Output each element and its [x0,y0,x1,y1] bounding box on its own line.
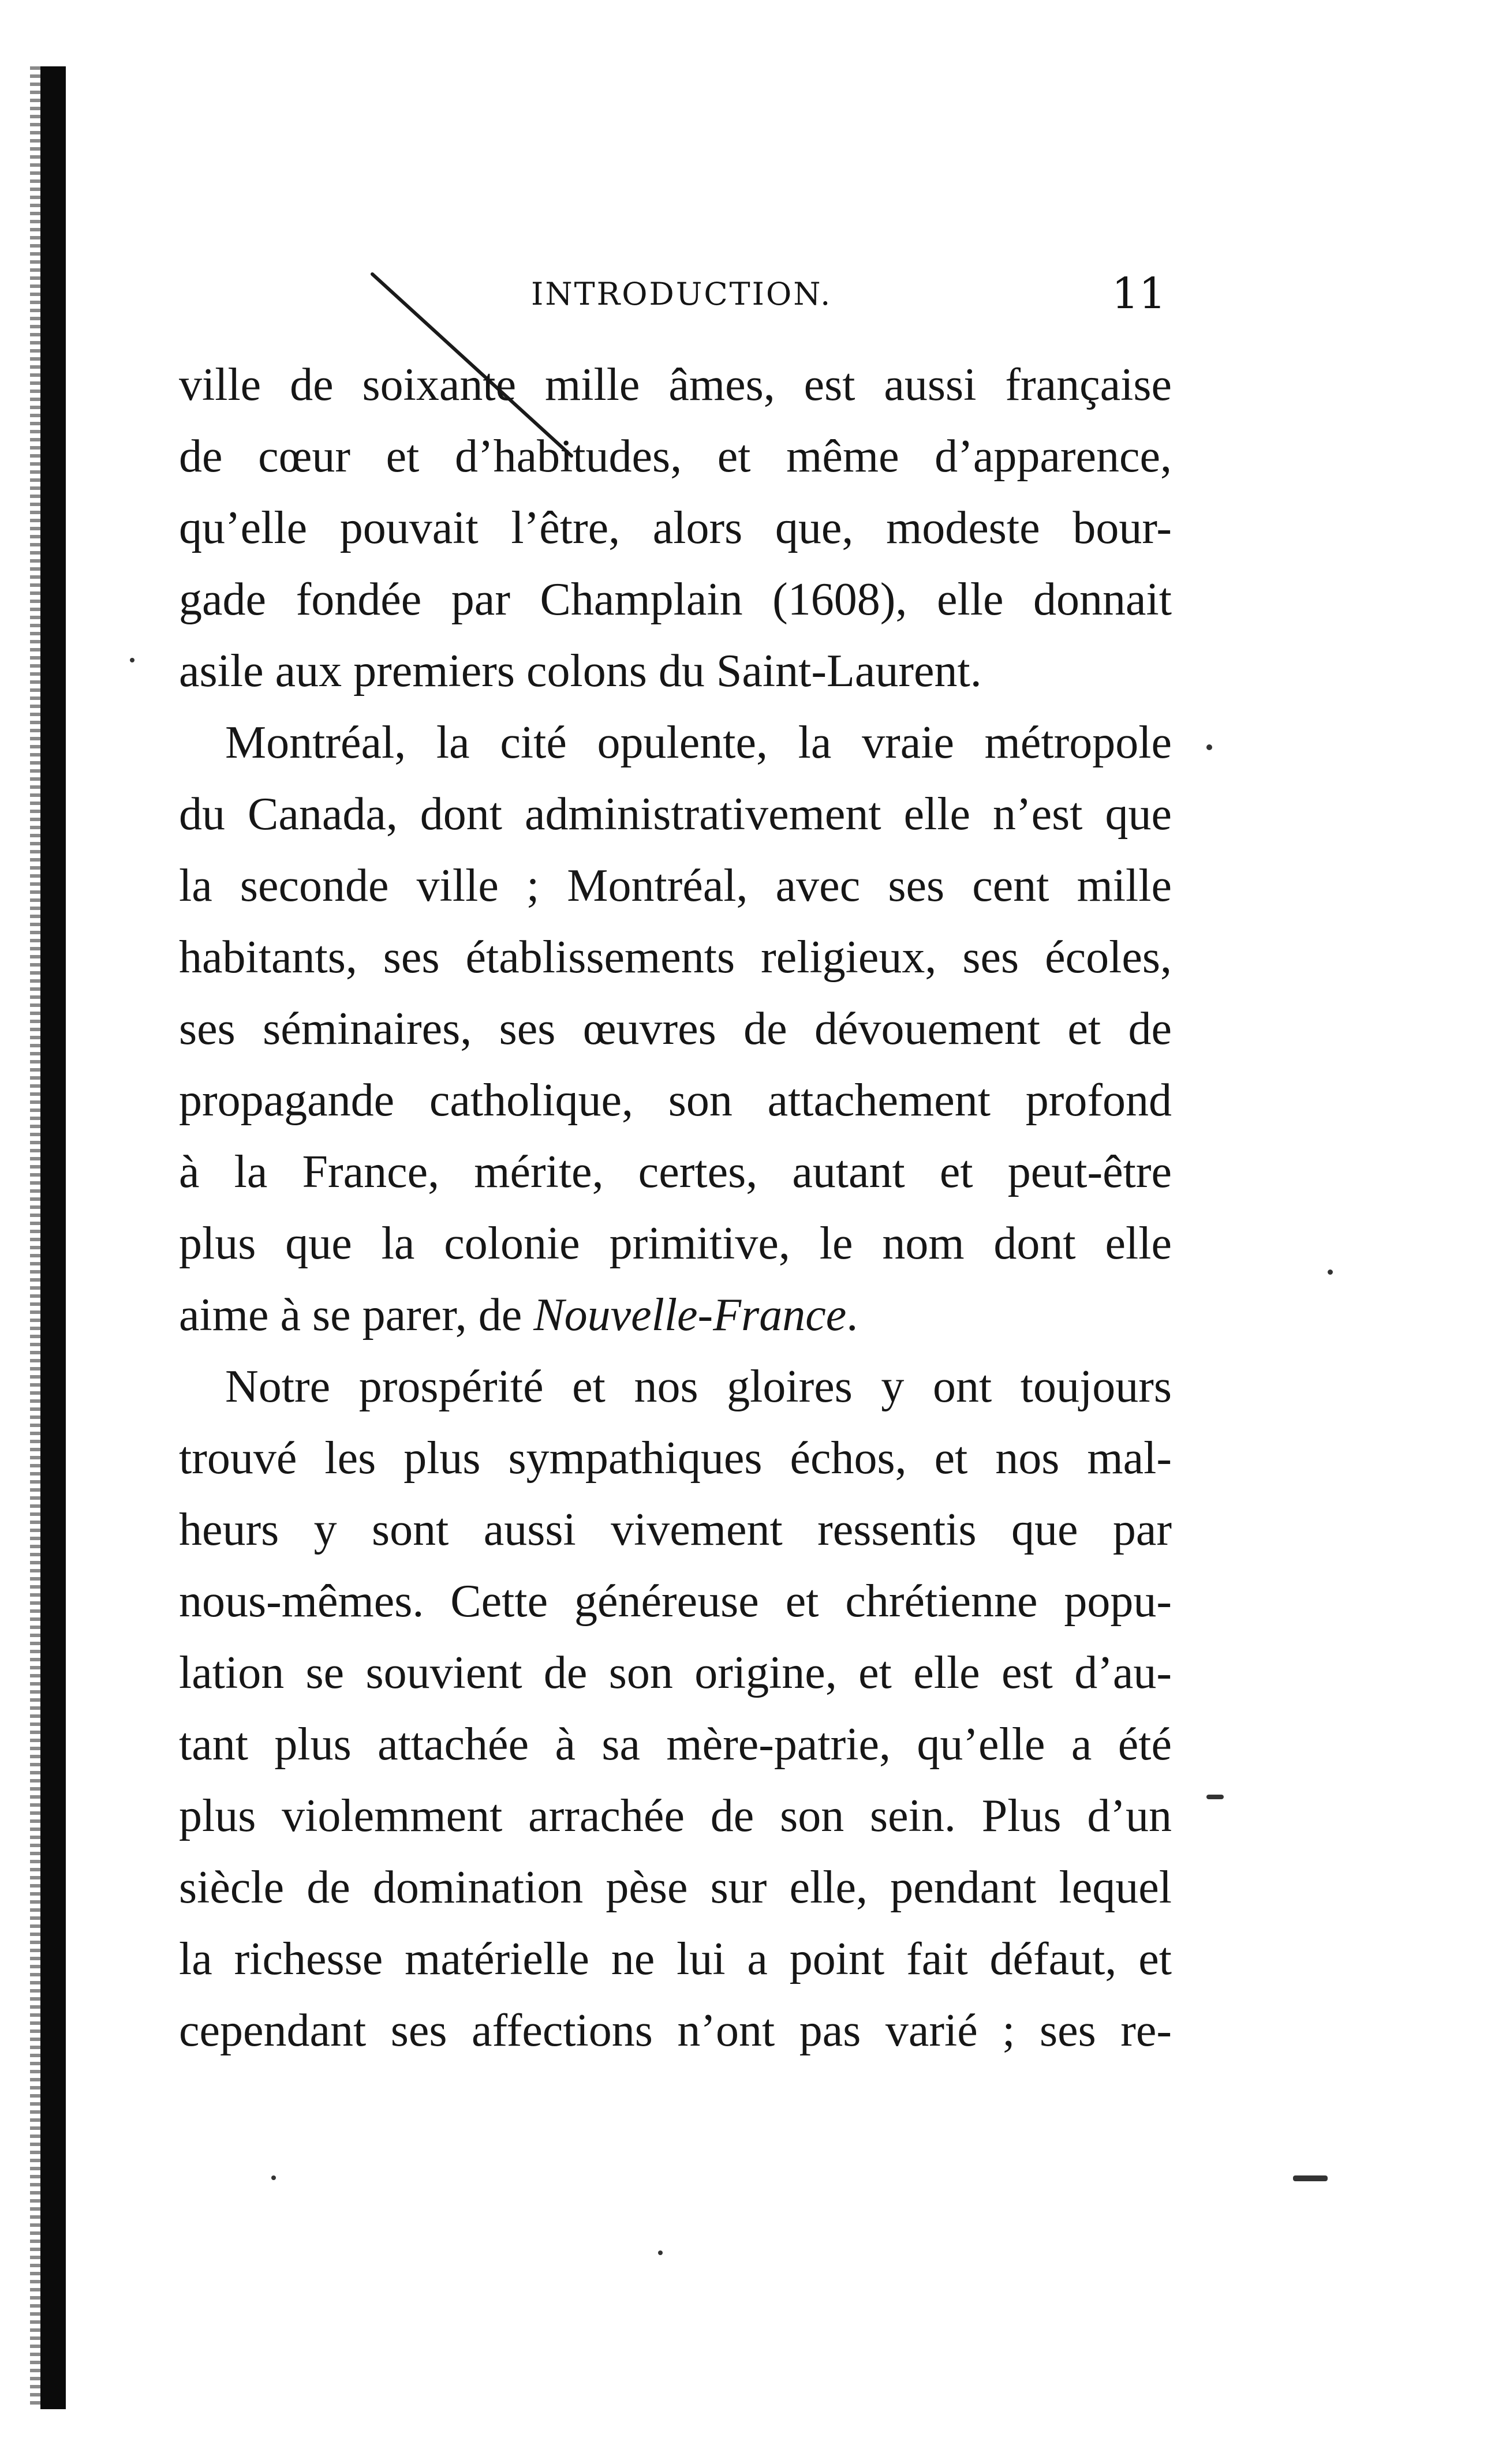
ink-speck [1206,1795,1224,1799]
text-line: lation se souvient de son origine, et elle est d’au- [179,1647,1172,1698]
text-line: la richesse matérielle ne lui a point fait défaut, et [179,1934,1172,1984]
paragraph-2 [179,707,1172,1351]
binding-shadow [30,66,42,2409]
text-line-segment: . [846,1290,858,1340]
paragraph-1 [179,349,1172,707]
text-line: qu’elle pouvait l’être, alors que, modeste bour- [179,503,1172,553]
page-number: 11 [1111,269,1166,319]
ink-speck [130,658,134,662]
running-head: INTRODUCTION. [531,276,832,312]
text-line [179,1279,1172,1351]
text-line-segment: aime à se parer, de [179,1290,534,1340]
text-line: la seconde ville ; Montréal, avec ses cent mille [179,860,1172,911]
text-line: habitants, ses établissements religieux, ses écoles, [179,932,1172,983]
text-line: Montréal, la cité opulente, la vraie métropole [225,717,1172,768]
text-line: à la France, mérite, certes, autant et peut-être [179,1147,1172,1197]
text-line: ses séminaires, ses œuvres de dévouement et de [179,1003,1172,1054]
text-line: tant plus attachée à sa mère-patrie, qu’elle a été [179,1719,1172,1770]
ink-speck [271,2175,276,2180]
text-line: du Canada, dont administrativement elle n’est que [179,789,1172,840]
text-line: siècle de domination pèse sur elle, pendant lequel [179,1862,1172,1913]
text-line: de cœur et d’habitudes, et même d’apparence, [179,431,1172,482]
text-line: Notre prospérité et nos gloires y ont toujours [225,1361,1172,1412]
text-line: nous-mêmes. Cette généreuse et chrétienne popu- [179,1576,1172,1627]
ink-speck [1206,744,1212,750]
text-line: plus que la colonie primitive, le nom dont elle [179,1218,1172,1269]
body-text [179,349,1172,2066]
paragraph-3 [179,1351,1172,2066]
ink-speck [658,2250,663,2255]
binding-edge [40,66,66,2409]
ink-speck [1328,1270,1333,1275]
text-line: plus violemment arrachée de son sein. Plus d’un [179,1791,1172,1841]
italic-title: Nouvelle-France [533,1290,847,1340]
page-header [185,271,1166,323]
text-line: propagande catholique, son attachement profond [179,1075,1172,1126]
text-line: trouvé les plus sympathiques échos, et nos mal- [179,1433,1172,1484]
text-line: gade fondée par Champlain (1608), elle donnait [179,574,1172,625]
text-line: cependant ses affections n’ont pas varié ; ses re- [179,2005,1172,2056]
ink-speck [1293,2175,1328,2181]
text-line: asile aux premiers colons du Saint-Laurent. [179,646,982,696]
text-line: heurs y sont aussi vivement ressentis que par [179,1504,1172,1555]
text-line: ville de soixante mille âmes, est aussi française [179,360,1172,410]
